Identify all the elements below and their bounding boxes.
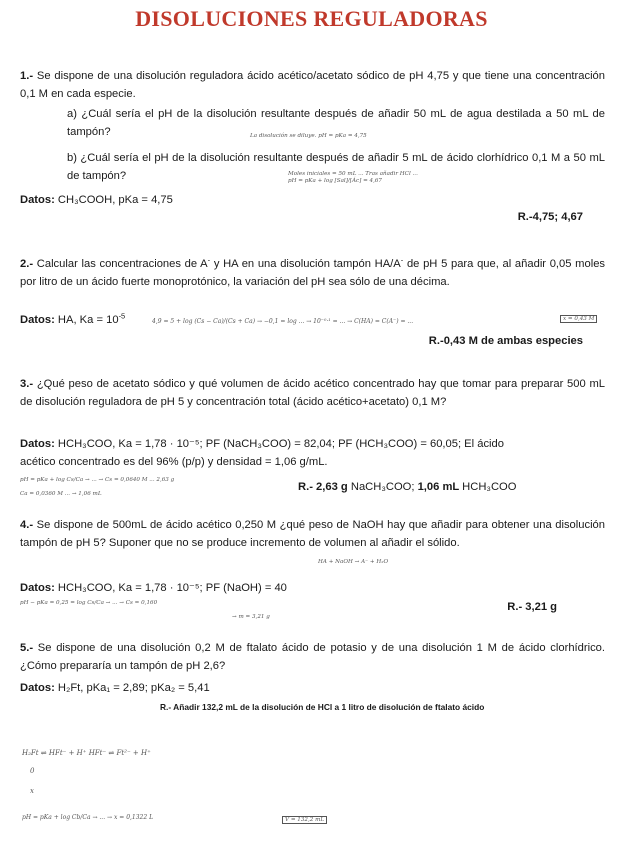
handwritten-note-1b: Moles iniciales = 50 mL ... Tras añadir HCl ... pH = pKa + log [Sal]/[Ác] = 4,67 (288, 171, 418, 184)
problem-5-datos (20, 680, 605, 698)
page-title: DISOLUCIONES REGULADORAS (135, 6, 488, 31)
handwritten-box-2 (560, 316, 597, 323)
problem-3-answer (298, 481, 516, 493)
handwritten-note-2: 4,9 = 5 + log (Cs − Ca)/(Cs + Ca) → −0,1 = log ... → 10⁻⁰·¹ = ... → C(HA) = C(A⁻) = ... (152, 318, 414, 325)
problem-3-answer-salt: NaCH₃COO; (350, 481, 415, 493)
problem-2-text-end: de pH 5 para que, al añadir 0,05 moles por litro de un ácido fuerte monoprotónico, la variación del pH sea sólo de una décima. (20, 258, 606, 288)
problem-1-datos-text: CH₃COOH, pKa = 4,75 (57, 194, 173, 206)
problem-5-answer: R.- Añadir 132,2 mL de la disolución de HCl a 1 litro de disolución de ftalato ácido (160, 702, 485, 712)
problem-2 (20, 256, 605, 292)
problem-5-number: 5.- (20, 642, 34, 654)
handwritten-note-4a: pH − pKa = 0,25 = log Cs/Ca → ... → Cs = 0,160 (20, 600, 158, 606)
problem-1-datos (20, 192, 605, 210)
handwritten-note-1a: La disolución se diluye. pH = pKa = 4,75 (250, 133, 367, 139)
problem-5-text: Se dispone de una disolución 0,2 M de ftalato ácido de potasio y de una disolución 1 M de ácido clorhídrico. ¿Cómo prepararía un tampón de pH 2,6? (20, 642, 606, 672)
problem-3-datos (20, 436, 605, 472)
problem-3-number: 3.- (20, 378, 34, 390)
problem-3-datos-line1: HCH₃COO, Ka = 1,78 · 10⁻⁵; PF (NaCH₃COO) = 82,04; PF (HCH₃COO) = 60,05; El ácido (57, 438, 504, 450)
datos-label: Datos: (20, 682, 55, 694)
problem-4-text: Se dispone de 500mL de ácido acético 0,250 M ¿qué peso de NaOH hay que añadir para obtener una disolución tampón de pH 5? Suponer que no se produce incremento de volumen al añadir el sólido. (20, 519, 606, 549)
datos-label: Datos: (20, 314, 55, 326)
datos-label: Datos: (20, 438, 55, 450)
handwritten-box-2-text: x = 0,43 M (560, 315, 597, 323)
handwritten-work-5b: 0 (30, 767, 35, 775)
problem-4-datos-text: HCH₃COO, Ka = 1,78 · 10⁻⁵; PF (NaOH) = 40 (57, 582, 287, 594)
problem-3-answer-volume: 1,06 mL (417, 481, 460, 493)
handwritten-box-5-text: V = 132,2 mL (282, 816, 327, 824)
handwritten-note-3a: pH = pKa + log Cs/Ca → ... → Cs = 0,0640 M ... 2,63 g (20, 477, 175, 483)
problem-1a-text: a) ¿Cuál sería el pH de la disolución resultante después de añadir 50 mL de agua destilada a 50 mL de tampón? (67, 108, 605, 138)
problem-3-answer-mass: R.- 2,63 g (298, 481, 348, 493)
problem-4 (20, 517, 605, 553)
problem-1-number: 1.- (20, 70, 34, 82)
problem-1 (20, 68, 605, 104)
problem-3-text: ¿Qué peso de acetato sódico y qué volumen de ácido acético concentrado hay que tomar para preparar 500 mL de disolución reguladora de pH 5 y concentración total (ácido acético+acetato) 0,1 M? (20, 378, 605, 408)
problem-4-datos (20, 580, 605, 598)
superscript: -5 (118, 311, 126, 321)
problem-4-number: 4.- (20, 519, 34, 531)
problem-5 (20, 640, 605, 676)
problem-3 (20, 376, 605, 412)
problem-5-datos-text: H₂Ft, pKa₁ = 2,89; pKa₂ = 5,41 (57, 682, 210, 694)
problem-4-answer: R.- 3,21 g (507, 601, 557, 613)
datos-label: Datos: (20, 194, 55, 206)
problem-2-number: 2.- (20, 258, 34, 270)
datos-label: Datos: (20, 582, 55, 594)
handwritten-work-5d: pH = pKa + log Cb/Ca → ... → x = 0,1322 L (22, 814, 154, 821)
problem-2-text-post: y HA en una disolución tampón HA/A (210, 258, 401, 270)
problem-1-text: Se dispone de una disolución reguladora ácido acético/acetato sódico de pH 4,75 y que tiene una concentración 0,1 M en cada especie. (20, 70, 606, 100)
problem-2-datos-text: HA, Ka = 10 (57, 314, 119, 326)
problem-2-text-pre: Calcular las concentraciones de A (36, 258, 208, 270)
handwritten-work-5c: x (30, 787, 34, 795)
superscript: - (207, 255, 211, 265)
problem-3-answer-acid: HCH₃COO (462, 481, 517, 493)
problem-2-answer: R.-0,43 M de ambas especies (428, 335, 583, 347)
handwritten-box-5 (282, 817, 327, 824)
problem-1b-text: b) ¿Cuál sería el pH de la disolución resultante después de añadir 5 mL de ácido clorhídrico 0,1 M a 50 mL de tampón? (67, 152, 605, 182)
handwritten-reaction-4: HA + NaOH → A⁻ + H₂O (318, 559, 389, 565)
problem-3-datos-line2: acético concentrado es del 96% (p/p) y densidad = 1,06 g/mL. (20, 455, 328, 468)
handwritten-note-3b: Ca = 0,0360 M ... → 1,06 mL (20, 491, 102, 497)
superscript: - (400, 255, 404, 265)
handwritten-note-4b: → m = 3,21 g (232, 614, 270, 620)
problem-1-answer: R.-4,75; 4,67 (517, 211, 583, 223)
handwritten-work-5a: H₂Ft ⇌ HFt⁻ + H⁺ HFt⁻ ⇌ Ft²⁻ + H⁺ (22, 749, 151, 757)
